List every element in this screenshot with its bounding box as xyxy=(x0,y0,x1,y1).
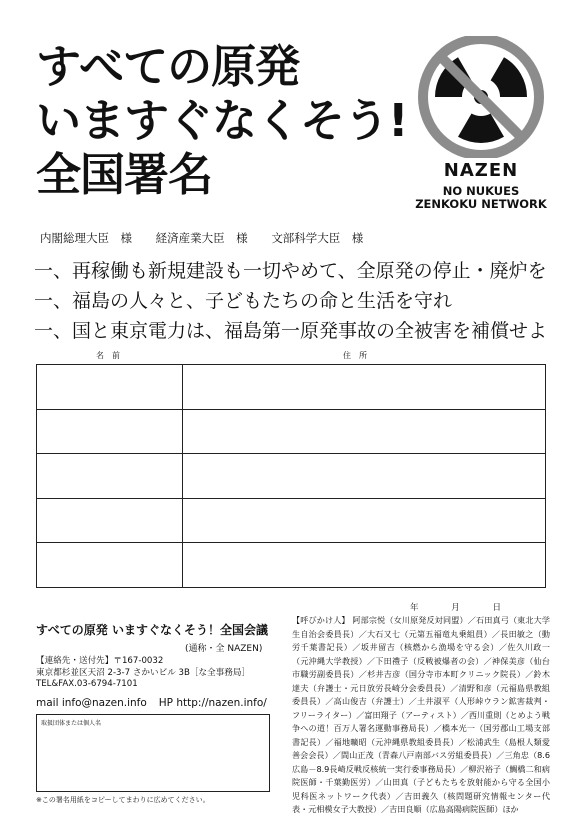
homepage-link[interactable]: HP http://nazen.info/ xyxy=(158,697,267,709)
address-column-header: 住 所 xyxy=(343,351,367,360)
web-contact xyxy=(36,697,267,709)
address-cell[interactable] xyxy=(183,498,546,543)
logo-subtitle-1: NO NUKUES xyxy=(442,184,520,198)
demands-list xyxy=(34,256,547,346)
name-cell[interactable] xyxy=(37,454,183,499)
date-month-label: 月 xyxy=(451,603,460,613)
copy-note: ※この署名用紙をコピーしてまわりに広めてください。 xyxy=(36,796,210,804)
logo-name: NAZEN xyxy=(443,160,519,181)
logo-subtitle-2: ZENKOKU NETWORK xyxy=(415,197,547,211)
title-line-2: いますぐなくそう! xyxy=(36,94,408,147)
name-cell[interactable] xyxy=(37,543,183,588)
callers-list: 【呼びかけ人】 阿部宗悦（女川原発反対同盟）／石田真弓（東北大学生自治会委員長）／大石又七（元第五福竜丸乗組員）／長田敏之（動労千葉書記長）／坂井留吉（核燃から漁場を守る会）／佐久川政一（元沖縄大学教授）／下田禮子（反戦被爆者の会）／神保美彦（仙台市職労副委員長）／杉井吉彦（国分寺市本町クリニック院長）／鈴木達夫（弁護士・元日放労長崎分会委員長）／清野和彦（元福島県教組委員長）／高山俊吉（弁護士）／土井淑平（人形峠ウラン鉱害裁判・フリーライター）／富田翔子（アーティスト）／西川重則（とめよう戦争への道！百万人署名運動事務局長）／橋本光一（国労郡山工場支部書記長）／福地曠昭（元沖縄県教組委員長）／松浦武生（島根人類愛善会会長）／間山正茂（青森八戸南部バス労組委員長）／三角忠（8.6広島－8.9長崎反戦反核統一実行委事務局長）／柳沢裕子（鯛橋二和病院医師・千葉勤医労）／山田真（子どもたちを放射能から守る全国小児科医ネットワーク代表）／吉田義久（核問題研究情報センター代表・元相模女子大教授）／吉田良順（広島高陽病院医師）ほか xyxy=(292,615,550,814)
title-line-1: すべての原発 xyxy=(36,40,300,93)
date-year-label: 年 xyxy=(410,603,419,613)
name-cell[interactable] xyxy=(37,498,183,543)
main-title xyxy=(36,40,408,202)
addressee-mext-minister: 文部科学大臣 様 xyxy=(271,231,364,245)
name-column-header: 名 前 xyxy=(96,351,120,360)
conference-subtitle: (通称・全 NAZEN) xyxy=(185,644,263,654)
title-line-3: 全国署名 xyxy=(36,148,213,201)
signature-row xyxy=(37,498,546,543)
demand-item: 一、国と東京電力は、福島第一原発事故の全被害を補償せよ xyxy=(34,320,548,342)
address-cell[interactable] xyxy=(183,543,546,588)
contact-line: 【連絡先・送付先】〒167-0032 xyxy=(36,656,164,666)
contact-line: TEL&FAX.03-6794-7101 xyxy=(36,679,138,689)
mail-address[interactable]: mail info@nazen.info xyxy=(36,697,147,709)
demand-item: 一、福島の人々と、子どもたちの命と生活を守れ xyxy=(34,290,453,312)
addressees xyxy=(40,230,383,246)
date-fields xyxy=(410,601,531,613)
address-cell[interactable] xyxy=(183,365,546,410)
name-cell[interactable] xyxy=(37,365,183,410)
name-cell[interactable] xyxy=(37,409,183,454)
no-nukes-radiation-icon xyxy=(416,36,546,158)
handling-group-box[interactable] xyxy=(36,714,270,792)
signature-table xyxy=(36,364,546,588)
conference-title: すべての原発 いますぐなくそう！全国会議 xyxy=(36,623,268,637)
demand-item: 一、再稼働も新規建設も一切やめて、全原発の停止・廃炉を xyxy=(34,260,547,282)
contact-line: 東京都杉並区天沼 2-3-7 さかいビル 3B［な全事務局］ xyxy=(36,667,251,678)
addressee-prime-minister: 内閣総理大臣 様 xyxy=(40,231,132,245)
signature-row xyxy=(37,543,546,588)
contact-info xyxy=(36,656,250,691)
signature-row xyxy=(37,365,546,410)
signature-row xyxy=(37,454,546,499)
handling-group-label: 取扱団体または個人名 xyxy=(41,720,102,727)
signature-row xyxy=(37,409,546,454)
date-day-label: 日 xyxy=(492,603,501,613)
addressee-meti-minister: 経済産業大臣 様 xyxy=(155,231,248,245)
address-cell[interactable] xyxy=(183,409,546,454)
address-cell[interactable] xyxy=(183,454,546,499)
nazen-logo xyxy=(406,36,556,211)
